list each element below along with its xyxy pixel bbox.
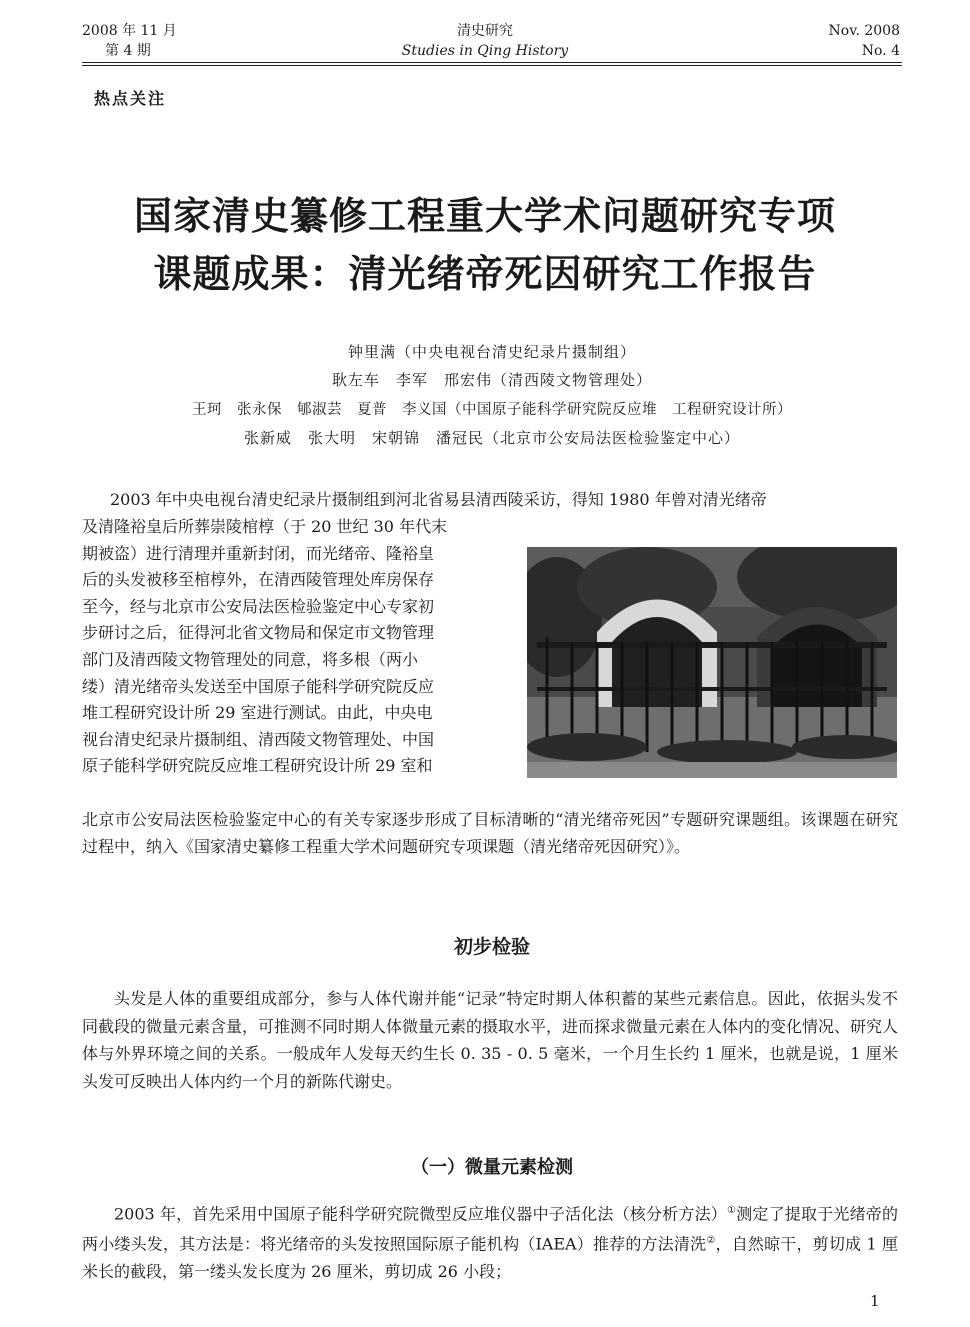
text-line: 及清隆裕皇后所葬崇陵棺椁（于 20 世纪 30 年代末 (82, 517, 448, 536)
mausoleum-gate-photo (527, 547, 897, 778)
text-line: 原子能科学研究院反应堆工程研究设计所 29 室和 (82, 756, 433, 776)
text-line: 至今，经与北京市公安局法医检验鉴定中心专家初 (82, 596, 435, 616)
journal-issue: 第 4 期 (105, 43, 151, 59)
subsection-paragraph (82, 1197, 898, 1285)
intro-wrapped-text (82, 514, 514, 780)
footnote-marker: ① (727, 1205, 737, 1216)
text-line: 步研讨之后，征得河北省文物局和保定市文物管理 (82, 623, 435, 643)
section-paragraph: 头发是人体的重要组成部分，参与人体代谢并能“记录”特定时期人体积蓄的某些元素信息。因此，依据头发不同截段的微量元素含量，可推测不同时期人体微量元素的摄取水平，进而探求微量元素在人体内的变化情况、研究人体与外界环境之间的关系。一般成年人发每天约生长 0. 35 - 0. 5 毫米，一个月生长约 1 厘米，也就是说，1 厘米头发可反映出人体内约一个月的新陈代谢史。 (82, 989, 899, 1091)
intro-first-line: 2003 年中央电视台清史纪录片摄制组到河北省易县清西陵采访，得知 1980 年曾对清光绪帝 (110, 490, 767, 509)
subsection-heading: （一）微量元素检测 (411, 1157, 573, 1178)
journal-date-en: Nov. 2008 (828, 23, 900, 39)
header-rule-2 (82, 65, 902, 66)
text-line: 堆工程研究设计所 29 室进行测试。由此，中央电 (82, 703, 433, 723)
author-line: 耿左车 李军 邢宏伟（清西陵文物管理处） (331, 371, 652, 389)
journal-issue-en: No. 4 (861, 43, 900, 59)
journal-name: 清史研究 (457, 23, 513, 39)
text-line: 期被盗）进行清理并重新封闭，而光绪帝、隆裕皇 (82, 543, 435, 563)
text-line: 部门及清西陵文物管理处的同意，将多根（两小 (82, 649, 419, 669)
section-tag: 热点关注 (94, 89, 167, 108)
journal-date: 2008 年 11 月 (82, 23, 177, 39)
page-number: 1 (870, 1292, 880, 1310)
paragraph-text: 测定了提取于光绪帝的两小缕头发，其方法是：将光绪帝的头发按照国际原子能机构（IAEA）推荐的方法清洗 (82, 1204, 898, 1254)
page-title-line-2: 课题成果：清光绪帝死因研究工作报告 (153, 252, 817, 296)
page-title-line-1: 国家清史纂修工程重大学术问题研究专项 (133, 194, 836, 238)
text-line: 后的头发被移至棺椁外，在清西陵管理处库房保存 (82, 570, 435, 590)
paragraph-text: ，自然晾干，剪切成 1 厘米长的截段，第一缕头发长度为 26 厘米，剪切成 26 小段； (82, 1234, 898, 1281)
author-line: 王珂 张永保 郇淑芸 夏普 李义国（中国原子能科学研究院反应堆 工程研究设计所） (192, 402, 792, 418)
footnote-marker: ② (706, 1235, 716, 1247)
author-line: 张新威 张大明 宋朝锦 潘冠民（北京市公安局法医检验鉴定中心） (243, 429, 740, 447)
section-heading: 初步检验 (453, 936, 530, 958)
paragraph-text: 2003 年，首先采用中国原子能科学研究院微型反应堆仪器中子活化法（核分析方法） (114, 1204, 728, 1224)
text-line: 缕）清光绪帝头发送至中国原子能科学研究院反应 (82, 676, 435, 696)
header-rule (82, 62, 902, 63)
journal-name-en: Studies in Qing History (401, 43, 569, 59)
author-line: 钟里满（中央电视台清史纪录片摄制组） (347, 343, 636, 361)
intro-paragraph-tail: 北京市公安局法医检验鉴定中心的有关专家逐步形成了目标清晰的“清光绪帝死因”专题研究课题组。该课题在研究过程中，纳入《国家清史纂修工程重大学术问题研究专项课题（清光绪帝死因研究）》。 (82, 810, 898, 856)
text-line: 视台清史纪录片摄制组、清西陵文物管理处、中国 (82, 729, 435, 749)
